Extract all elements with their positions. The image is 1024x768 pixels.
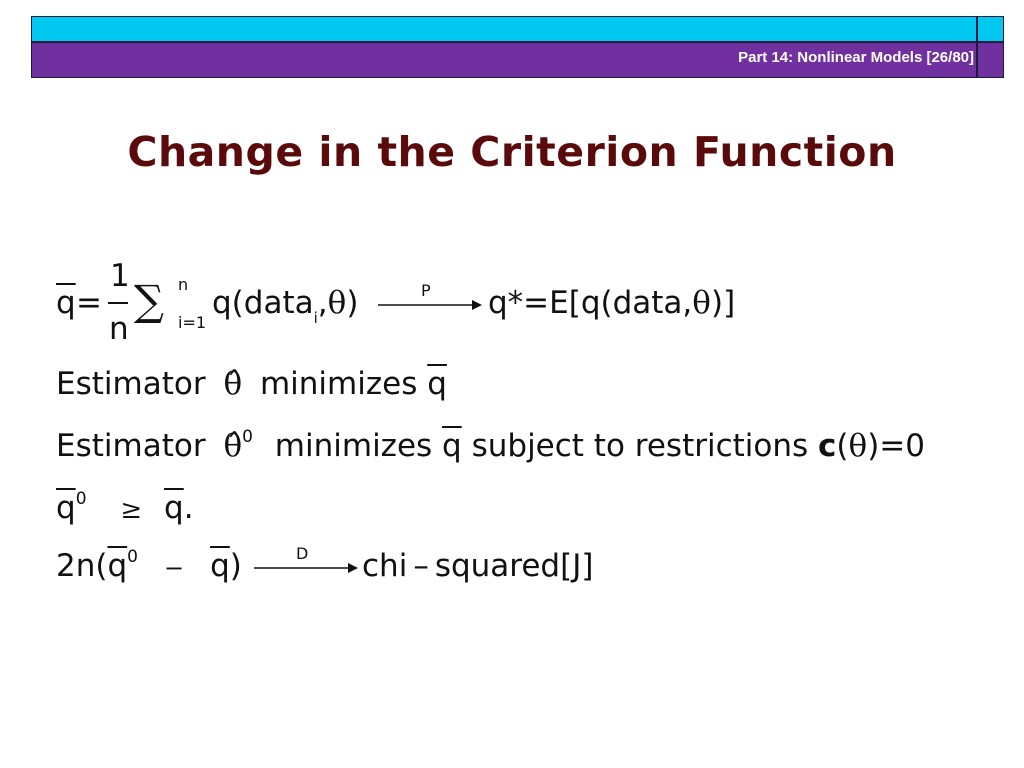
chi-squared-text: chi – squared[J] xyxy=(362,548,594,584)
equals-sign: = xyxy=(76,285,102,321)
header-accent-bar xyxy=(31,16,977,42)
fraction-numerator: 1 xyxy=(110,258,130,294)
estimator-line: Estimator θ̂ minimizes $\overline{q}$ xyxy=(56,366,447,402)
slide-title: Change in the Criterion Function xyxy=(127,128,897,176)
arrow-label-p: P xyxy=(421,281,431,300)
slide-header-text: Part 14: Nonlinear Models [26/80] xyxy=(738,49,974,66)
arrow-label-d: D xyxy=(296,544,309,563)
summation-icon: ∑ xyxy=(134,276,164,325)
q-bar: $\overline{q}$ xyxy=(56,285,76,321)
restricted-estimator-line: Estimator θ̂$^0$ minimizes $\overline{q}$ subject to restrictions c(θ)=0 xyxy=(56,427,925,464)
fraction-bar xyxy=(108,302,128,304)
header-accent-box xyxy=(977,16,1004,42)
limit-expression: q*=E[q(data,θ)] xyxy=(488,285,736,321)
fraction-denominator: n xyxy=(109,311,129,347)
term-q-data: q(data$_i$,θ) xyxy=(212,285,359,327)
sum-lower-limit: i=1 xyxy=(178,313,207,332)
convergence-arrow-icon xyxy=(378,298,483,312)
distribution-arrow-icon xyxy=(254,561,359,575)
sum-upper-limit: n xyxy=(178,275,189,294)
header-corner-box xyxy=(977,42,1004,78)
inequality-line: $\overline{q}^0 \ge \overline{q}$. xyxy=(56,489,194,526)
statistic-expression: $2n(\overline{q}^0 - \overline{q})$ xyxy=(56,547,242,584)
